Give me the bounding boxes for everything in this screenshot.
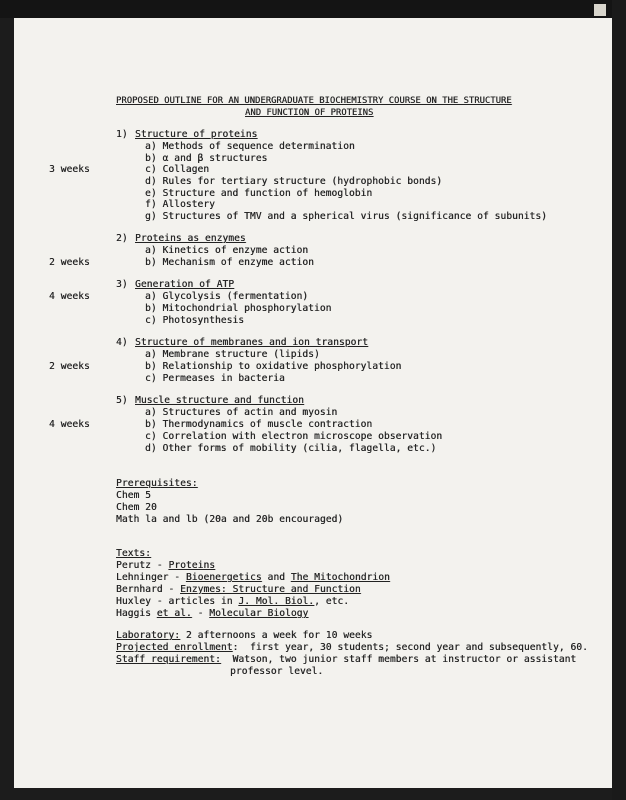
section-5-item-d: d) Other forms of mobility (cilia, flagella, etc.): [145, 443, 437, 454]
text-entry-haggis: [116, 608, 308, 620]
section-1-duration: 3 weeks: [49, 164, 90, 175]
text-title: The Mitochondrion: [290, 572, 390, 583]
section-3-item-a: a) Glycolysis (fermentation): [145, 291, 309, 302]
enrollment-value: : first year, 30 students; second year and subsequently, 60.: [232, 642, 588, 653]
section-5-number: 5): [116, 395, 128, 406]
section-3-item-c: c) Photosynthesis: [145, 315, 245, 326]
section-1-item-d: d) Rules for tertiary structure (hydrophobic bonds): [145, 176, 443, 187]
enrollment-label: Projected enrollment: [116, 642, 233, 653]
staff-value-continued: professor level.: [230, 666, 324, 677]
section-2-item-b: b) Mechanism of enzyme action: [145, 257, 314, 268]
right-border: [612, 0, 626, 800]
title-line-2: AND FUNCTION OF PROTEINS: [245, 108, 374, 118]
text-author: Bernhard -: [116, 584, 181, 595]
section-1-item-a: a) Methods of sequence determination: [145, 141, 355, 152]
section-1-item-b: b) α and β structures: [145, 153, 268, 164]
text-entry-perutz: [116, 560, 215, 572]
section-4-heading: Structure of membranes and ion transport: [135, 337, 369, 348]
staff-line: [116, 654, 576, 666]
section-4-item-c: c) Permeases in bacteria: [145, 373, 285, 384]
text-entry-huxley: [116, 596, 349, 608]
section-2-duration: 2 weeks: [49, 257, 90, 268]
text-author: Perutz -: [116, 560, 169, 571]
section-5-item-c: c) Correlation with electron microscope observation: [145, 431, 443, 442]
section-5-duration: 4 weeks: [49, 419, 90, 430]
text-title: J. Mol. Biol.: [238, 596, 315, 607]
section-2-heading: Proteins as enzymes: [135, 233, 246, 244]
section-1-number: 1): [116, 129, 128, 140]
section-5-item-b: b) Thermodynamics of muscle contraction: [145, 419, 373, 430]
laboratory-value: 2 afternoons a week for 10 weeks: [180, 630, 373, 641]
prerequisite-item: Math la and lb (20a and 20b encouraged): [116, 514, 344, 525]
text-author: Haggis: [116, 608, 157, 619]
text-author: Lehninger -: [116, 572, 186, 583]
text-suffix: , etc.: [314, 596, 350, 607]
laboratory-line: [116, 630, 372, 642]
text-title: et al.: [156, 608, 192, 619]
section-4-item-a: a) Membrane structure (lipids): [145, 349, 320, 360]
text-entry-lehninger: [116, 572, 390, 584]
enrollment-line: [116, 642, 588, 654]
text-entry-bernhard: [116, 584, 361, 596]
section-3-item-b: b) Mitochondrial phosphorylation: [145, 303, 332, 314]
prerequisites-heading: Prerequisites:: [116, 478, 198, 489]
text-title: Enzymes: Structure and Function: [180, 584, 361, 595]
text-author: Huxley - articles in: [116, 596, 239, 607]
section-2-item-a: a) Kinetics of enzyme action: [145, 245, 309, 256]
section-4-duration: 2 weeks: [49, 361, 90, 372]
laboratory-label: Laboratory:: [116, 630, 181, 641]
section-1-item-c: c) Collagen: [145, 164, 210, 175]
section-1-item-f: f) Allostery: [145, 199, 215, 210]
section-1-item-e: e) Structure and function of hemoglobin: [145, 188, 373, 199]
top-border: [0, 0, 626, 18]
text-connector: and: [261, 572, 291, 583]
section-5-item-a: a) Structures of actin and myosin: [145, 407, 338, 418]
prerequisite-item: Chem 5: [116, 490, 151, 501]
section-2-number: 2): [116, 233, 128, 244]
text-title: Molecular Biology: [209, 608, 309, 619]
staff-value: Watson, two junior staff members at instructor or assistant: [220, 654, 577, 665]
prerequisite-item: Chem 20: [116, 502, 157, 513]
section-4-item-b: b) Relationship to oxidative phosphorylation: [145, 361, 402, 372]
text-title: Proteins: [168, 560, 216, 571]
text-title: Bioenergetics: [185, 572, 262, 583]
section-1-item-g: g) Structures of TMV and a spherical virus (significance of subunits): [145, 211, 547, 222]
texts-heading: Texts:: [116, 548, 151, 559]
section-1-heading: Structure of proteins: [135, 129, 258, 140]
paper-tab: [594, 4, 606, 16]
title-line-1: PROPOSED OUTLINE FOR AN UNDERGRADUATE BIOCHEMISTRY COURSE ON THE STRUCTURE: [116, 96, 512, 106]
staff-label: Staff requirement:: [116, 654, 221, 665]
section-3-number: 3): [116, 279, 128, 290]
section-4-number: 4): [116, 337, 128, 348]
section-5-heading: Muscle structure and function: [135, 395, 304, 406]
section-3-heading: Generation of ATP: [135, 279, 235, 290]
text-connector: -: [191, 608, 210, 619]
section-3-duration: 4 weeks: [49, 291, 90, 302]
